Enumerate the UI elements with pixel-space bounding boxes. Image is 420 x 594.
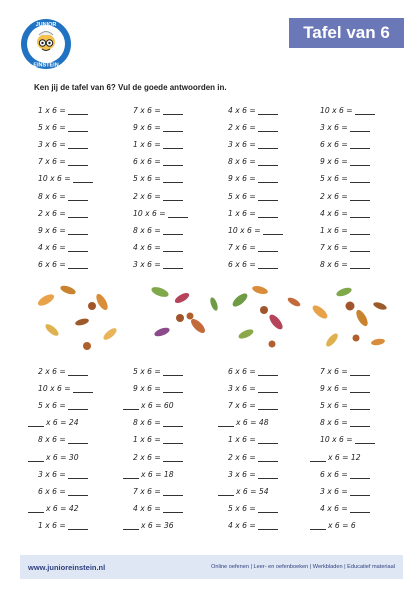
answer-blank[interactable] [73,384,93,393]
exercise-34 [133,242,213,254]
exercise-text: 7 x 6 = [133,486,161,496]
answer-blank[interactable] [68,367,88,376]
exercise-67 [228,468,308,480]
exercise-70 [133,485,213,497]
exercise-77 [38,520,118,532]
exercise-text: 4 x 6 = [320,504,348,514]
answer-blank[interactable] [258,243,278,252]
leaves-cluster-1 [36,284,118,350]
exercise-text: 5 x 6 = [228,191,256,201]
answer-blank[interactable] [163,192,183,201]
exercise-text: 1 x 6 = [38,521,66,531]
answer-blank[interactable] [28,453,44,462]
exercise-text: x 6 = 48 [236,418,269,428]
answer-blank[interactable] [73,174,93,183]
exercise-16 [320,156,400,168]
exercise-40 [320,259,400,271]
exercise-60 [320,434,400,446]
exercise-text: 5 x 6 = [320,174,348,184]
answer-blank[interactable] [355,435,375,444]
answer-blank[interactable] [350,174,370,183]
exercise-text: 4 x 6 = [228,105,256,115]
exercise-text: x 6 = 42 [46,504,79,514]
exercise-text: 3 x 6 = [38,139,66,149]
answer-blank[interactable] [68,521,88,530]
exercise-20 [320,173,400,185]
exercise-5 [38,121,118,133]
exercise-2 [133,104,213,116]
exercise-17 [38,173,118,185]
exercise-text: 2 x 6 = [38,208,66,218]
exercise-42 [133,365,213,377]
exercise-text: 1 x 6 = [228,435,256,445]
exercise-text: x 6 = 54 [236,486,269,496]
answer-blank[interactable] [68,401,88,410]
exercise-text: 2 x 6 = [320,191,348,201]
exercise-text: 10 x 6 = [133,208,166,218]
answer-blank[interactable] [258,521,278,530]
exercise-65 [38,468,118,480]
exercise-44 [320,365,400,377]
answer-blank[interactable] [123,401,139,410]
exercise-text: 3 x 6 = [133,260,161,270]
answer-blank[interactable] [68,157,88,166]
answer-blank[interactable] [258,367,278,376]
exercise-80 [310,520,390,532]
answer-blank[interactable] [258,140,278,149]
exercise-text: 6 x 6 = [228,366,256,376]
exercise-text: 9 x 6 = [320,157,348,167]
exercise-text: 8 x 6 = [133,225,161,235]
exercise-text: 4 x 6 = [320,208,348,218]
answer-blank[interactable] [258,209,278,218]
exercise-76 [320,503,400,515]
instruction-text: Ken jij de tafel van 6? Vul de goede antwoorden in. [34,83,227,92]
logo-text-bottom: EINSTEIN [33,62,59,69]
exercise-33 [38,242,118,254]
answer-blank[interactable] [258,123,278,132]
leaves-cluster-2 [150,285,219,338]
exercise-10 [133,138,213,150]
exercise-53 [28,417,108,429]
answer-blank[interactable] [350,418,370,427]
exercise-27 [228,207,308,219]
answer-blank[interactable] [163,243,183,252]
answer-blank[interactable] [350,209,370,218]
exercise-63 [228,451,308,463]
answer-blank[interactable] [350,487,370,496]
exercise-text: 5 x 6 = [320,400,348,410]
exercise-text: 7 x 6 = [320,243,348,253]
exercise-62 [133,451,213,463]
exercise-text: 7 x 6 = [320,366,348,376]
exercise-text: 2 x 6 = [133,452,161,462]
answer-blank[interactable] [28,504,44,513]
exercise-24 [320,190,400,202]
answer-blank[interactable] [258,384,278,393]
exercise-38 [133,259,213,271]
exercise-text: x 6 = 36 [141,521,174,531]
answer-blank[interactable] [68,140,88,149]
answer-blank[interactable] [350,260,370,269]
answer-blank[interactable] [163,260,183,269]
exercise-51 [228,399,308,411]
logo-text-top: JUNIOR [35,22,57,29]
exercise-text: 2 x 6 = [133,191,161,201]
answer-blank[interactable] [68,487,88,496]
answer-blank[interactable] [123,521,139,530]
answer-blank[interactable] [163,435,183,444]
exercise-text: 3 x 6 = [228,383,256,393]
exercise-text: 10 x 6 = [320,105,353,115]
exercise-text: 5 x 6 = [38,400,66,410]
exercise-text: 6 x 6 = [38,486,66,496]
exercise-text: 5 x 6 = [228,504,256,514]
answer-blank[interactable] [258,157,278,166]
footer-bar [20,555,403,579]
answer-blank[interactable] [163,384,183,393]
answer-blank[interactable] [28,418,44,427]
answer-blank[interactable] [68,470,88,479]
exercise-12 [320,138,400,150]
exercise-text: 9 x 6 = [320,383,348,393]
exercise-text: x 6 = 30 [46,452,79,462]
exercise-68 [320,468,400,480]
answer-blank[interactable] [258,260,278,269]
answer-blank[interactable] [163,174,183,183]
answer-blank[interactable] [163,140,183,149]
answer-blank[interactable] [68,260,88,269]
exercise-text: 2 x 6 = [228,122,256,132]
exercise-text: 6 x 6 = [320,139,348,149]
exercise-text: 1 x 6 = [38,105,66,115]
exercise-11 [228,138,308,150]
answer-blank[interactable] [68,243,88,252]
exercise-text: 9 x 6 = [133,122,161,132]
answer-blank[interactable] [68,435,88,444]
exercise-15 [228,156,308,168]
exercise-43 [228,365,308,377]
exercise-text: 7 x 6 = [228,400,256,410]
answer-blank[interactable] [350,140,370,149]
autumn-leaves-decoration [32,282,392,354]
exercise-text: 10 x 6 = [320,435,353,445]
answer-blank[interactable] [163,157,183,166]
exercise-text: 6 x 6 = [133,157,161,167]
exercise-30 [133,224,213,236]
answer-blank[interactable] [258,106,278,115]
exercise-text: 1 x 6 = [133,139,161,149]
answer-blank[interactable] [258,504,278,513]
exercise-text: 9 x 6 = [133,383,161,393]
answer-blank[interactable] [350,367,370,376]
answer-blank[interactable] [68,123,88,132]
exercise-text: 3 x 6 = [320,486,348,496]
answer-blank[interactable] [350,123,370,132]
answer-blank[interactable] [258,174,278,183]
exercise-text: 8 x 6 = [320,260,348,270]
exercise-22 [133,190,213,202]
exercise-35 [228,242,308,254]
answer-blank[interactable] [263,226,283,235]
exercise-text: 9 x 6 = [228,174,256,184]
answer-blank[interactable] [123,470,139,479]
exercise-21 [38,190,118,202]
exercise-28 [320,207,400,219]
answer-blank[interactable] [163,418,183,427]
exercise-text: 6 x 6 = [38,260,66,270]
exercise-59 [228,434,308,446]
page-title: Tafel van 6 [289,18,404,48]
exercise-31 [228,224,308,236]
answer-blank[interactable] [350,401,370,410]
exercise-13 [38,156,118,168]
answer-blank[interactable] [163,106,183,115]
exercise-text: 2 x 6 = [38,366,66,376]
exercise-25 [38,207,118,219]
exercise-text: 6 x 6 = [320,469,348,479]
answer-blank[interactable] [350,384,370,393]
exercise-79 [228,520,308,532]
exercise-78 [123,520,203,532]
exercise-text: 10 x 6 = [38,383,71,393]
answer-blank[interactable] [68,192,88,201]
exercise-39 [228,259,308,271]
answer-blank[interactable] [350,470,370,479]
answer-blank[interactable] [350,243,370,252]
exercise-71 [218,485,298,497]
answer-blank[interactable] [163,487,183,496]
exercise-text: 3 x 6 = [38,469,66,479]
answer-blank[interactable] [350,192,370,201]
exercise-text: 4 x 6 = [133,243,161,253]
answer-blank[interactable] [68,106,88,115]
answer-blank[interactable] [310,453,326,462]
exercise-36 [320,242,400,254]
exercise-text: 6 x 6 = [228,260,256,270]
exercise-text: 2 x 6 = [228,452,256,462]
answer-blank[interactable] [350,157,370,166]
exercise-text: x 6 = 6 [328,521,356,531]
exercise-text: x 6 = 24 [46,418,79,428]
answer-blank[interactable] [168,209,188,218]
exercise-48 [320,382,400,394]
exercise-55 [218,417,298,429]
answer-blank[interactable] [350,504,370,513]
exercise-23 [228,190,308,202]
exercise-text: 3 x 6 = [228,469,256,479]
exercise-text: 9 x 6 = [38,225,66,235]
exercise-50 [123,399,203,411]
exercise-text: 4 x 6 = [133,504,161,514]
leaves-cluster-3 [231,285,302,348]
exercise-1 [38,104,118,116]
exercise-text: 7 x 6 = [228,243,256,253]
exercise-text: 1 x 6 = [228,208,256,218]
answer-blank[interactable] [68,209,88,218]
exercise-text: 8 x 6 = [133,418,161,428]
answer-blank[interactable] [163,504,183,513]
leaves-cluster-4 [311,286,388,348]
footer-links: Online oefenen | Leer- en oefenboeken | Werkbladen | Educatief materiaal [211,564,395,570]
exercise-29 [38,224,118,236]
footer-site-link[interactable]: www.junioreinstein.nl [28,562,106,572]
exercise-9 [38,138,118,150]
exercise-72 [320,485,400,497]
exercise-text: 10 x 6 = [38,174,71,184]
exercise-text: 4 x 6 = [228,521,256,531]
exercise-74 [133,503,213,515]
exercise-37 [38,259,118,271]
answer-blank[interactable] [218,418,234,427]
answer-blank[interactable] [163,367,183,376]
answer-blank[interactable] [350,226,370,235]
exercise-text: x 6 = 60 [141,400,174,410]
exercise-text: 8 x 6 = [38,191,66,201]
answer-blank[interactable] [163,226,183,235]
exercise-57 [38,434,118,446]
exercise-18 [133,173,213,185]
exercise-text: 8 x 6 = [228,157,256,167]
exercise-text: 7 x 6 = [38,157,66,167]
exercise-66 [123,468,203,480]
exercise-41 [38,365,118,377]
exercise-8 [320,121,400,133]
exercise-text: 3 x 6 = [320,122,348,132]
exercise-26 [133,207,213,219]
exercise-45 [38,382,118,394]
exercise-46 [133,382,213,394]
exercise-73 [28,503,108,515]
exercise-3 [228,104,308,116]
answer-blank[interactable] [258,435,278,444]
exercise-text: 5 x 6 = [133,366,161,376]
answer-blank[interactable] [163,123,183,132]
exercise-54 [133,417,213,429]
answer-blank[interactable] [355,106,375,115]
exercise-text: x 6 = 18 [141,469,174,479]
answer-blank[interactable] [163,453,183,462]
exercise-text: 8 x 6 = [320,418,348,428]
answer-blank[interactable] [258,453,278,462]
exercise-69 [38,485,118,497]
exercise-text: 10 x 6 = [228,225,261,235]
exercise-text: 5 x 6 = [133,174,161,184]
exercise-6 [133,121,213,133]
exercise-58 [133,434,213,446]
exercise-56 [320,417,400,429]
answer-blank[interactable] [258,470,278,479]
exercise-7 [228,121,308,133]
exercise-14 [133,156,213,168]
exercise-64 [310,451,390,463]
exercise-32 [320,224,400,236]
exercise-19 [228,173,308,185]
answer-blank[interactable] [218,487,234,496]
exercise-text: 7 x 6 = [133,105,161,115]
answer-blank[interactable] [258,401,278,410]
exercise-text: 5 x 6 = [38,122,66,132]
answer-blank[interactable] [258,192,278,201]
exercise-52 [320,399,400,411]
answer-blank[interactable] [310,521,326,530]
answer-blank[interactable] [68,226,88,235]
exercise-47 [228,382,308,394]
exercise-75 [228,503,308,515]
exercise-49 [38,399,118,411]
exercise-4 [320,104,400,116]
exercise-text: 3 x 6 = [228,139,256,149]
exercise-text: 1 x 6 = [133,435,161,445]
exercise-text: 4 x 6 = [38,243,66,253]
exercise-text: 1 x 6 = [320,225,348,235]
exercise-text: x 6 = 12 [328,452,361,462]
exercise-61 [28,451,108,463]
exercise-text: 8 x 6 = [38,435,66,445]
